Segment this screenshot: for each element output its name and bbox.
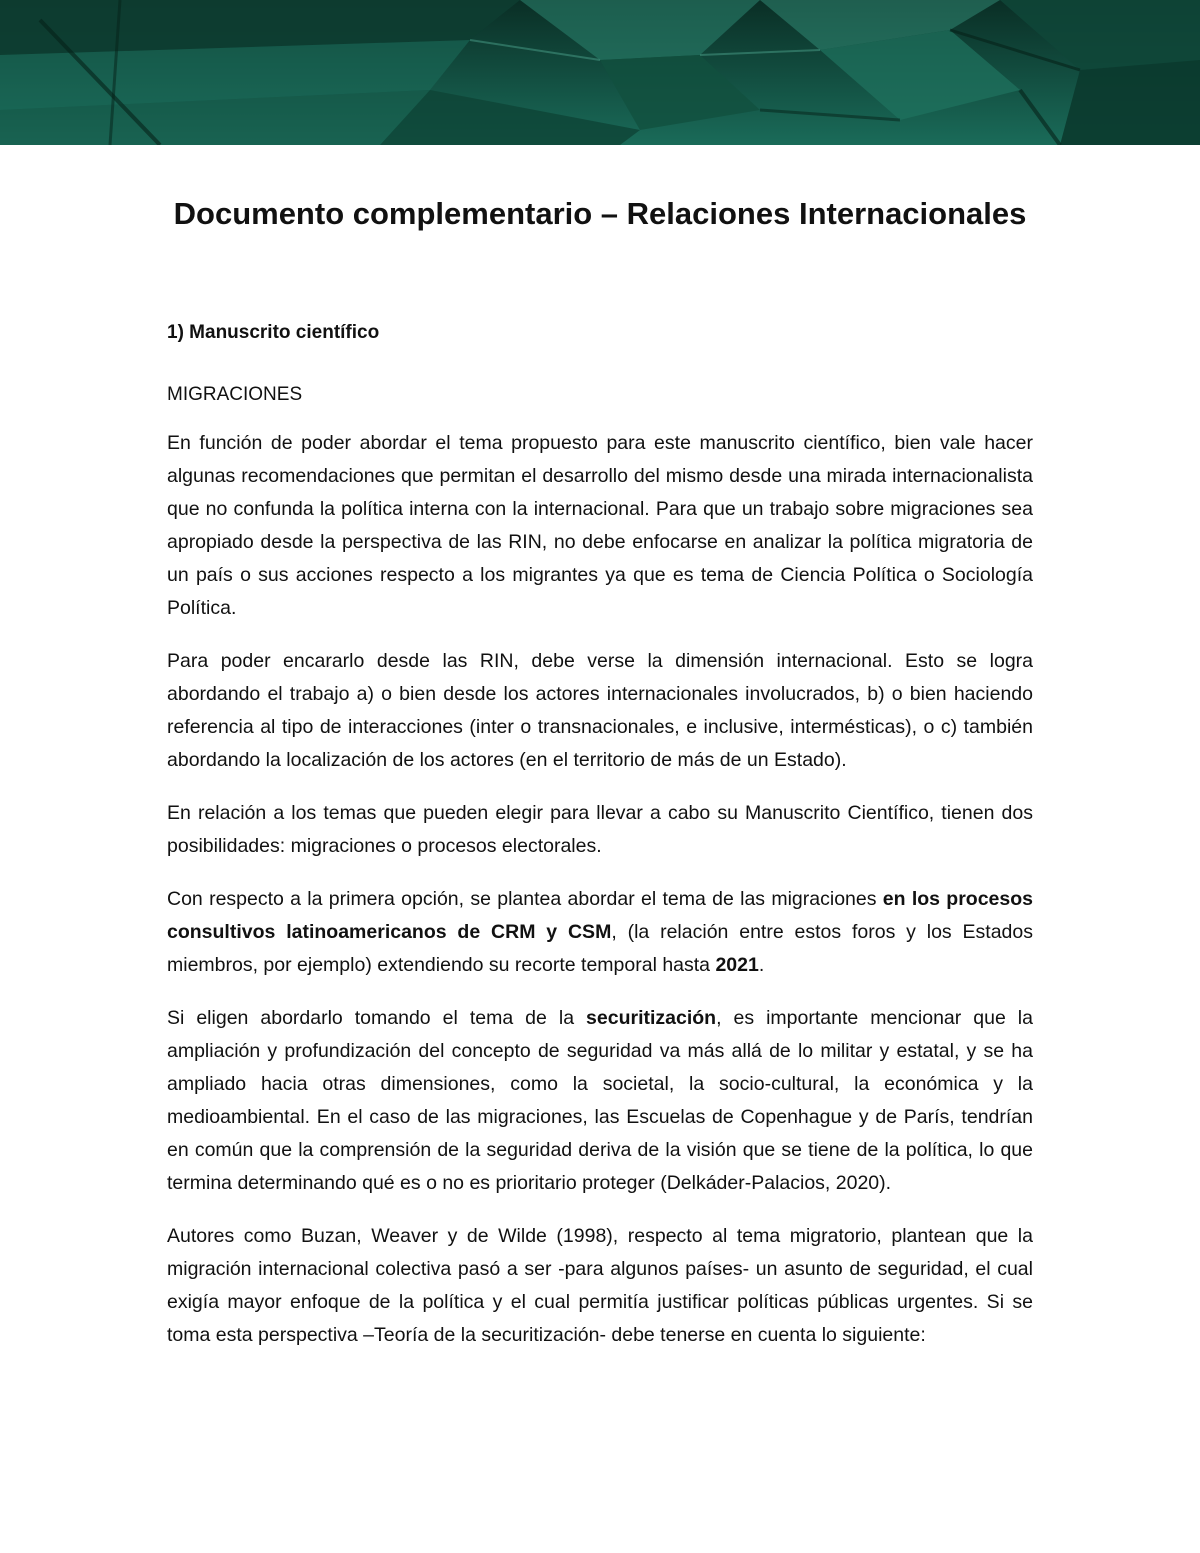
text-run: Para poder encararlo desde las RIN, debe verse la dimensión internacional. Esto se logra abordando el trabajo a) o bien desde los actores internacionales involucrados, b) o bien haciendo referencia al tipo de interacciones (inter o transnacionales, e inclusive, intermésticas), o c) también abordando la localización de los actores (en el territorio de más de un Estado). <box>167 650 1033 771</box>
section-heading: 1) Manuscrito científico <box>167 322 380 343</box>
text-run: Con respecto a la primera opción, se plantea abordar el tema de las migraciones <box>167 888 883 910</box>
document-body <box>167 316 1033 1372</box>
text-run: En función de poder abordar el tema propuesto para este manuscrito científico, bien vale hacer algunas recomendaciones que permitan el desarrollo del mismo desde una mirada internacionalista que no confunda la política interna con la internacional. Para que un trabajo sobre migraciones sea apropiado desde la perspectiva de las RIN, no debe enfocarse en analizar la política migratoria de un país o sus acciones respecto a los migrantes ya que es tema de Ciencia Política o Sociología Política. <box>167 432 1033 619</box>
bold-text: securitización <box>586 1007 717 1029</box>
paragraph <box>167 797 1033 863</box>
text-run: , es importante mencionar que la ampliación y profundización del concepto de seguridad va más allá de lo militar y estatal, y se ha ampliado hacia otras dimensiones, como la societal, la socio-cultural, la económica y la medioambiental. En el caso de las migraciones, las Escuelas de Copenhague y de París, tendrían en común que la comprensión de la seguridad deriva de la visión que se tiene de la política, lo que termina determinando qué es o no es prioritario proteger (Delkáder-Palacios, 2020). <box>167 1007 1033 1194</box>
paragraph <box>167 427 1033 625</box>
paragraph <box>167 645 1033 777</box>
bold-text: 2021 <box>715 954 759 976</box>
header-banner-image <box>0 0 1200 145</box>
paragraph-list <box>167 427 1033 1352</box>
text-run: En relación a los temas que pueden elegir para llevar a cabo su Manuscrito Científico, tienen dos posibilidades: migraciones o procesos electorales. <box>167 802 1033 857</box>
text-run: Si eligen abordarlo tomando el tema de la <box>167 1007 587 1029</box>
paragraph <box>167 1002 1033 1200</box>
bold-text: en los procesos consultivos latinoamericanos de CRM y CSM <box>167 888 1034 943</box>
document-title: Documento complementario – Relaciones Internacionales <box>173 196 1027 231</box>
text-run: , (la relación entre estos foros y los Estados miembros, por ejemplo) extendiendo su recorte temporal hasta <box>167 921 1033 976</box>
paragraph <box>167 883 1033 982</box>
text-run: . <box>758 954 765 976</box>
text-run: Autores como Buzan, Weaver y de Wilde (1998), respecto al tema migratorio, plantean que la migración internacional colectiva pasó a ser -para algunos países- un asunto de seguridad, el cual exigía mayor enfoque de la política y el cual permitía justificar políticas públicas urgentes. Si se toma esta perspectiva –Teoría de la securitización- debe tenerse en cuenta lo siguiente: <box>167 1225 1033 1346</box>
architecture-photo <box>0 0 1200 145</box>
topic-heading: MIGRACIONES <box>167 384 303 405</box>
paragraph <box>167 1220 1033 1352</box>
